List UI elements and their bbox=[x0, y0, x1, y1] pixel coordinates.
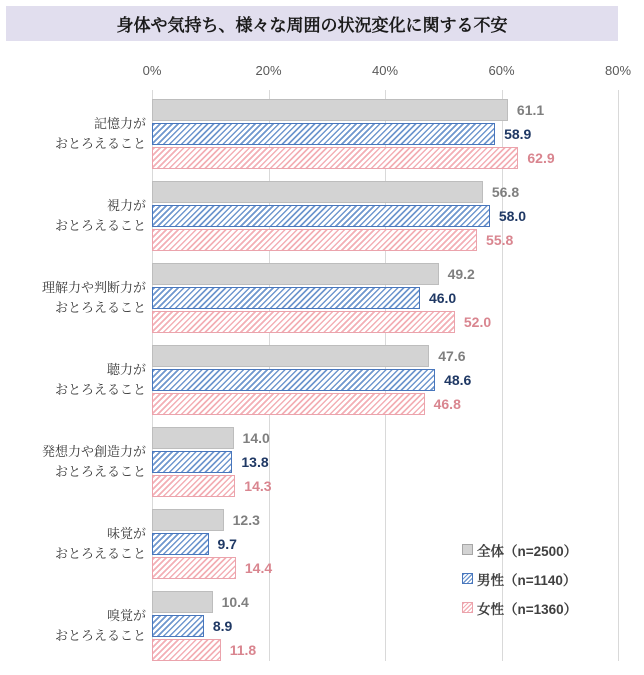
bar-male bbox=[152, 533, 209, 555]
x-axis-tick-label: 80% bbox=[604, 63, 632, 78]
bar-total bbox=[152, 263, 439, 285]
legend-swatch-male bbox=[462, 573, 473, 584]
legend-label-total: 全体（n=2500） bbox=[477, 543, 578, 559]
legend-label-female: 女性（n=1360） bbox=[477, 601, 578, 617]
x-axis-tick-label: 40% bbox=[371, 63, 399, 78]
category-label-line: 嗅覚が bbox=[106, 608, 146, 623]
gridline bbox=[618, 90, 619, 661]
value-label-female: 14.3 bbox=[244, 478, 272, 494]
category-label-line: おとろえること bbox=[54, 300, 146, 315]
bar-male bbox=[152, 123, 495, 145]
category-label-line: 発想力や創造力が bbox=[41, 444, 146, 459]
value-label-total: 47.6 bbox=[438, 348, 466, 364]
bar-total bbox=[152, 591, 213, 613]
bar-female bbox=[152, 639, 221, 661]
value-label-male: 46.0 bbox=[428, 290, 457, 306]
category-label bbox=[0, 263, 146, 333]
bar-total bbox=[152, 99, 508, 121]
value-label-total: 49.2 bbox=[447, 266, 475, 282]
legend-swatch-total bbox=[462, 544, 473, 555]
legend-item-total bbox=[462, 535, 577, 564]
category-label-line: 視力が bbox=[106, 198, 146, 213]
category-label-line: おとろえること bbox=[54, 218, 146, 233]
value-label-female: 46.8 bbox=[433, 396, 461, 412]
category-label-line: 理解力や判断力が bbox=[41, 280, 146, 295]
category-label bbox=[0, 99, 146, 169]
value-label-total: 56.8 bbox=[491, 184, 520, 200]
bar-total bbox=[152, 345, 429, 367]
legend bbox=[462, 535, 577, 622]
value-label-total: 10.4 bbox=[221, 594, 249, 610]
value-label-male: 8.9 bbox=[212, 618, 233, 634]
bar-male bbox=[152, 369, 435, 391]
value-label-female: 62.9 bbox=[527, 150, 555, 166]
value-label-male: 13.8 bbox=[241, 454, 269, 470]
category-label bbox=[0, 427, 146, 497]
value-label-total: 14.0 bbox=[242, 430, 270, 446]
category-label bbox=[0, 509, 146, 579]
value-label-female: 14.4 bbox=[244, 560, 273, 576]
x-axis-tick-label: 20% bbox=[255, 63, 282, 78]
category-label-line: おとろえること bbox=[54, 546, 146, 561]
bar-total bbox=[152, 509, 224, 531]
value-label-total: 12.3 bbox=[232, 512, 260, 528]
value-label-female: 55.8 bbox=[486, 232, 514, 248]
bar-female bbox=[152, 393, 425, 415]
legend-item-male bbox=[462, 564, 577, 593]
x-axis-tick-label: 60% bbox=[488, 63, 515, 78]
bar-female bbox=[152, 229, 477, 251]
category-label bbox=[0, 345, 146, 415]
value-label-male: 58.9 bbox=[504, 126, 532, 142]
bar-male bbox=[152, 451, 232, 473]
bar-total bbox=[152, 181, 483, 203]
legend-item-female bbox=[462, 593, 577, 622]
category-label-line: 味覚が bbox=[106, 526, 146, 541]
x-axis-tick-label: 0% bbox=[142, 63, 162, 78]
category-label bbox=[0, 181, 146, 251]
category-label-line: 記憶力が bbox=[93, 116, 146, 131]
category-label-line: おとろえること bbox=[54, 628, 146, 643]
chart-title: 身体や気持ち、様々な周囲の状況変化に関する不安 bbox=[6, 6, 618, 41]
category-label-line: おとろえること bbox=[54, 382, 146, 397]
bar-male bbox=[152, 615, 204, 637]
legend-label-male: 男性（n=1140） bbox=[477, 572, 577, 588]
category-label-line: 聴力が bbox=[106, 362, 146, 377]
bar-female bbox=[152, 557, 236, 579]
value-label-male: 58.0 bbox=[498, 208, 527, 224]
bar-male bbox=[152, 287, 420, 309]
bar-total bbox=[152, 427, 234, 449]
category-label-line: おとろえること bbox=[54, 464, 146, 479]
bar-female bbox=[152, 147, 518, 169]
category-label bbox=[0, 591, 146, 661]
value-label-female: 11.8 bbox=[229, 642, 257, 658]
value-label-female: 52.0 bbox=[463, 314, 492, 330]
bar-female bbox=[152, 311, 455, 333]
legend-swatch-female bbox=[462, 602, 473, 613]
value-label-male: 9.7 bbox=[217, 536, 237, 552]
value-label-male: 48.6 bbox=[444, 372, 472, 388]
value-label-total: 61.1 bbox=[516, 102, 545, 118]
bar-female bbox=[152, 475, 235, 497]
bar-male bbox=[152, 205, 490, 227]
category-label-line: おとろえること bbox=[54, 136, 146, 151]
